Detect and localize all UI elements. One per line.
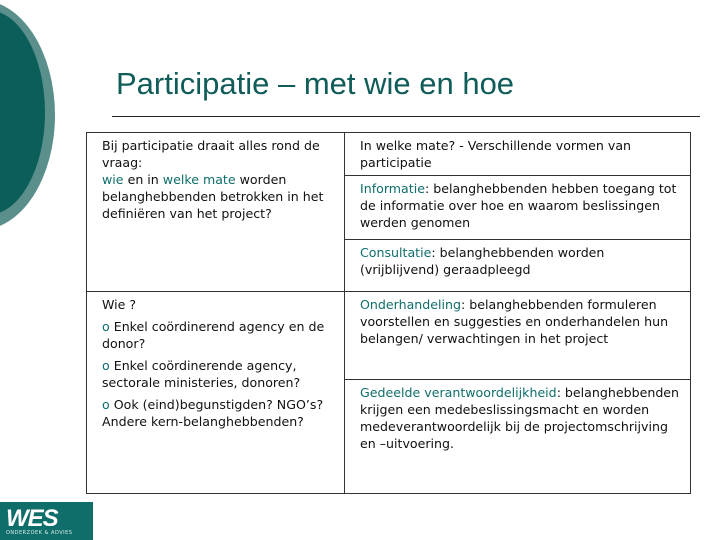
intro-text-part: worden belanghebbenden betrokken in het definiëren van het project?	[102, 172, 324, 221]
right-header-text: In welke mate? - Verschillende vormen van participatie	[360, 138, 632, 170]
form-text: : belanghebbenden worden (vrijblijvend) geraadpleegd	[360, 245, 605, 277]
bullet-icon: o	[102, 319, 110, 334]
form-label: Onderhandeling	[360, 297, 461, 312]
form-label: Consultatie	[360, 245, 432, 260]
list-item-text: Enkel coördinerende agency, sectorale ministeries, donoren?	[102, 358, 301, 390]
form-gedeelde-cell	[345, 380, 691, 494]
logo-text: WES	[6, 505, 58, 532]
intro-word-welke-mate: welke mate	[162, 172, 236, 187]
intro-text-part: en in	[123, 172, 163, 187]
bullet-icon: o	[102, 397, 110, 412]
intro-word-wie: wie	[102, 172, 124, 187]
list-item	[102, 357, 334, 391]
logo-subtitle: ONDERZOEK & ADVIES	[6, 530, 73, 536]
table-row	[87, 292, 691, 380]
form-text: : belanghebbenden hebben toegang tot de informatie over hoe en waarom beslissingen werden genomen	[360, 181, 677, 230]
wie-heading: Wie ?	[102, 297, 137, 312]
list-item-text: Ook (eind)begunstigden? NGO’s? Andere kern-belanghebbenden?	[102, 397, 324, 429]
form-label: Gedeelde verantwoordelijkheid	[360, 385, 557, 400]
slide-title: Participatie – met wie en hoe	[116, 66, 515, 101]
list-item	[102, 318, 334, 352]
title-divider	[112, 116, 700, 117]
intro-heading: Bij participatie draait alles rond de vraag:	[102, 138, 320, 170]
list-item	[102, 396, 334, 430]
form-consultatie-cell	[345, 240, 691, 292]
form-informatie-cell	[345, 176, 691, 240]
form-text: : belanghebbenden formuleren voorstellen en suggesties en onderhandelen hun belangen/ verwachtingen in het project	[360, 297, 669, 346]
participation-table	[86, 132, 691, 494]
right-header-cell	[345, 133, 691, 176]
table-row	[87, 133, 691, 176]
list-item-text: Enkel coördinerend agency en de donor?	[102, 319, 325, 351]
wie-cell	[87, 292, 345, 494]
wes-logo	[0, 502, 93, 540]
left-top-cell	[87, 133, 345, 292]
form-onderhandeling-cell	[345, 292, 691, 380]
form-label: Informatie	[360, 181, 425, 196]
form-text: : belanghebbenden krijgen een medebeslissingsmacht en worden medeverantwoordelijk bij de projectomschrijving en –uitvoering.	[360, 385, 680, 451]
bullet-icon: o	[102, 358, 110, 373]
intro-text	[102, 171, 334, 222]
